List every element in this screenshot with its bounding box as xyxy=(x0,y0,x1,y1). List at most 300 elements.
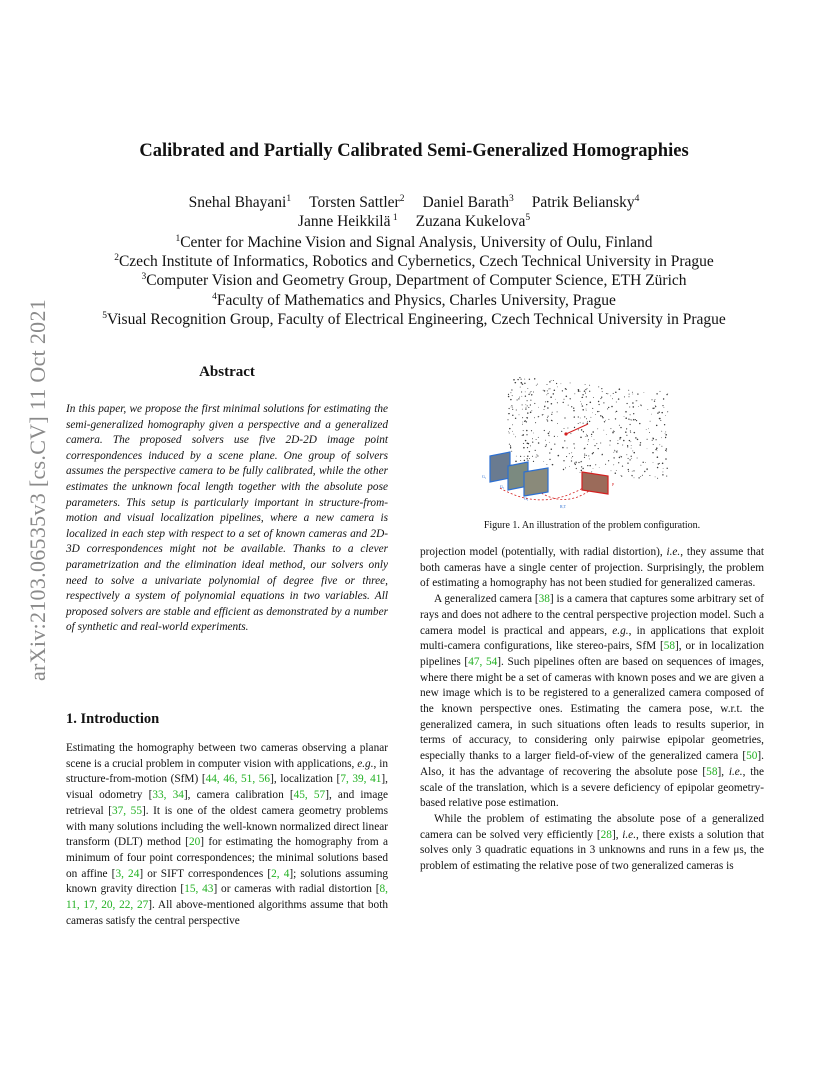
cloud-point xyxy=(667,411,668,412)
cloud-point xyxy=(526,430,528,432)
cloud-point xyxy=(639,423,640,424)
cloud-point xyxy=(532,438,533,439)
cloud-point xyxy=(621,476,622,477)
cloud-point xyxy=(641,404,642,405)
cloud-point xyxy=(630,424,631,425)
cloud-point xyxy=(535,450,536,451)
cloud-point xyxy=(649,475,650,476)
cloud-point xyxy=(546,419,547,420)
cloud-point xyxy=(568,405,569,406)
introduction-paragraph xyxy=(66,741,388,929)
label-g1: G₁ xyxy=(482,474,487,479)
cloud-point xyxy=(516,409,517,410)
cloud-point xyxy=(592,412,593,413)
cloud-point xyxy=(591,471,592,472)
cloud-point xyxy=(546,394,547,395)
cloud-point xyxy=(551,449,552,450)
cloud-point xyxy=(601,388,602,389)
cloud-point xyxy=(585,389,586,390)
cloud-point xyxy=(586,410,587,411)
cloud-point xyxy=(549,435,550,436)
cloud-point xyxy=(527,412,528,413)
text-run: ]. It is one of the oldest camera geometry problems with many solutions including the well-known normalized direct linear transform (DLT) method [ xyxy=(66,804,388,849)
cloud-point xyxy=(584,453,585,454)
cloud-point xyxy=(661,412,663,414)
cloud-point xyxy=(557,411,558,412)
cloud-point xyxy=(612,431,614,433)
cloud-point xyxy=(656,439,657,440)
cloud-point xyxy=(576,463,577,464)
cloud-point xyxy=(564,417,565,418)
cloud-point xyxy=(661,431,662,432)
cloud-point xyxy=(582,405,583,406)
paper-title: Calibrated and Partially Calibrated Semi-Generalized Homographies xyxy=(139,141,689,161)
cloud-point xyxy=(615,472,616,473)
citation-link[interactable]: 8, 11, 17, 20, 22, 27 xyxy=(66,883,389,912)
cloud-point xyxy=(658,463,659,464)
cloud-point xyxy=(602,416,603,417)
cloud-point xyxy=(603,402,604,403)
cloud-point xyxy=(521,396,522,397)
affiliation: $^2$Czech Institute of Informatics, Robotics and Cybernetics, Czech Technical University in Prague xyxy=(114,253,714,271)
cloud-point xyxy=(595,414,596,415)
cloud-point xyxy=(569,466,570,467)
cloud-point xyxy=(508,394,509,395)
cloud-point xyxy=(661,446,662,447)
cloud-point xyxy=(637,458,638,459)
cloud-point xyxy=(562,447,564,449)
cloud-point xyxy=(561,431,562,432)
cloud-point xyxy=(566,456,567,457)
text-run: ], xyxy=(717,765,729,778)
cloud-point xyxy=(523,430,524,431)
cloud-point xyxy=(660,391,661,392)
cloud-point xyxy=(538,442,540,444)
cloud-point xyxy=(615,418,616,419)
cloud-point xyxy=(607,393,608,394)
cloud-point xyxy=(526,417,527,418)
cloud-point xyxy=(616,451,618,453)
cloud-point xyxy=(534,378,535,379)
cloud-point xyxy=(585,436,586,437)
cloud-point xyxy=(616,402,617,403)
cloud-point xyxy=(628,471,629,472)
cloud-point xyxy=(582,468,583,469)
cloud-point xyxy=(587,444,588,445)
cloud-point xyxy=(610,428,611,429)
figure-caption: Figure 1. An illustration of the problem configuration. xyxy=(483,520,701,531)
cloud-point xyxy=(584,457,585,458)
cloud-point xyxy=(628,469,629,470)
cloud-point xyxy=(532,456,533,457)
affiliation: $^4$Faculty of Mathematics and Physics, Charles University, Prague xyxy=(212,291,616,309)
cloud-point xyxy=(619,457,620,458)
cloud-point xyxy=(565,467,566,468)
cloud-point xyxy=(629,406,630,407)
cloud-point xyxy=(510,399,511,400)
cloud-point xyxy=(594,439,595,440)
author-name: Patrik Beliansky$^4$ xyxy=(531,194,640,211)
cloud-point xyxy=(631,448,632,449)
text-run: While the problem of estimating the absolute pose of a generalized camera can be solved very efficiently [ xyxy=(420,812,764,841)
cloud-point xyxy=(589,465,591,467)
cloud-point xyxy=(633,470,634,471)
cloud-point xyxy=(612,398,613,399)
cloud-point xyxy=(602,417,603,418)
label-p: P xyxy=(612,482,615,487)
cloud-point xyxy=(508,413,509,414)
cloud-point xyxy=(515,461,517,463)
cloud-point xyxy=(537,455,538,456)
cloud-point xyxy=(585,384,586,385)
citation-link[interactable]: 3, 24 xyxy=(115,867,140,880)
author-name: Janne Heikkilä $^1$ xyxy=(297,213,398,230)
text-run: Estimating the homography between two cameras observing a planar scene is a crucial problem in computer vision with applications, xyxy=(66,742,388,770)
cloud-point xyxy=(609,445,610,446)
cloud-point xyxy=(659,418,660,419)
cloud-point xyxy=(580,418,581,419)
cloud-point xyxy=(606,393,607,394)
cloud-point xyxy=(524,421,526,423)
cloud-point xyxy=(527,447,528,448)
cloud-point xyxy=(590,402,592,404)
cloud-point xyxy=(613,393,614,394)
label-g3: G₃ xyxy=(524,496,529,501)
cloud-point xyxy=(570,398,571,399)
cloud-point xyxy=(590,417,591,418)
cloud-point xyxy=(651,414,652,415)
cloud-point xyxy=(587,421,588,422)
citation-link[interactable]: 50 xyxy=(746,750,758,763)
cloud-point xyxy=(589,391,590,392)
cloud-point xyxy=(646,469,647,470)
cloud-point xyxy=(663,407,664,408)
cloud-point xyxy=(655,477,656,478)
text-run: , in structure-from-motion (SfM) [ xyxy=(66,757,388,786)
cloud-point xyxy=(611,406,613,408)
cloud-point xyxy=(551,403,553,405)
affiliation-list xyxy=(40,233,788,329)
cloud-point xyxy=(615,412,616,413)
paragraph xyxy=(420,812,764,875)
author-affiliation-mark: 1 xyxy=(286,194,292,204)
cloud-point xyxy=(622,465,623,466)
cloud-point xyxy=(536,385,537,386)
cloud-point xyxy=(586,418,587,419)
cloud-point xyxy=(629,394,630,395)
cloud-point xyxy=(555,399,556,400)
cloud-point xyxy=(638,477,639,478)
cloud-point xyxy=(614,450,615,451)
cloud-point xyxy=(566,389,567,390)
cloud-point xyxy=(583,423,584,424)
cloud-point xyxy=(580,422,581,423)
cloud-point xyxy=(667,393,668,394)
text-run: ]; solutions assuming known gravity direction [ xyxy=(66,867,388,896)
cloud-point xyxy=(667,468,668,469)
text-run: , there exists a solution that solves only 3 quadratic equations in 3 unknowns and runs in a few μs, the problem of estimating the relative pose of two generalized cameras is xyxy=(420,828,764,873)
camera-p xyxy=(582,472,608,494)
cloud-point xyxy=(604,421,605,422)
author-affiliation-mark: 4 xyxy=(634,194,640,204)
cloud-point xyxy=(614,450,615,451)
cloud-point xyxy=(652,440,653,441)
citation-link[interactable]: 20 xyxy=(188,836,201,849)
cloud-point xyxy=(511,406,512,407)
cloud-point xyxy=(658,411,659,412)
cloud-point xyxy=(608,407,609,408)
citation-link[interactable]: 37, 55 xyxy=(111,804,142,817)
cloud-point xyxy=(521,382,523,384)
cloud-point xyxy=(627,446,628,447)
cloud-point xyxy=(633,413,634,414)
cloud-point xyxy=(574,416,575,417)
cloud-point xyxy=(584,455,585,456)
cloud-point xyxy=(536,439,537,440)
cloud-point xyxy=(531,391,532,392)
cloud-point xyxy=(645,462,646,463)
cloud-point xyxy=(517,379,518,380)
cloud-point xyxy=(526,407,527,408)
cloud-point xyxy=(529,451,530,452)
cloud-point xyxy=(513,379,515,381)
text-run: ], and image retrieval [ xyxy=(66,789,388,817)
cloud-point xyxy=(581,466,582,467)
cloud-point xyxy=(557,436,558,437)
cloud-point xyxy=(666,476,667,477)
cloud-point xyxy=(527,405,528,406)
cloud-point xyxy=(600,398,601,399)
cloud-point xyxy=(594,445,595,446)
cloud-point xyxy=(522,404,523,405)
cloud-point xyxy=(510,445,511,446)
cloud-point xyxy=(633,452,634,453)
cloud-point xyxy=(549,381,550,382)
cloud-point xyxy=(657,413,658,414)
cloud-point xyxy=(543,390,544,391)
cloud-point xyxy=(634,477,635,478)
citation-link[interactable]: 33, 34 xyxy=(152,789,184,802)
cloud-point xyxy=(617,443,618,444)
cloud-point xyxy=(583,431,584,432)
cloud-point xyxy=(636,401,637,402)
author-affiliation-mark: 2 xyxy=(399,194,405,204)
author-name: Snehal Bhayani$^1$ xyxy=(188,194,292,211)
cloud-point xyxy=(624,416,625,417)
cloud-point xyxy=(628,418,629,419)
cloud-point xyxy=(665,431,666,432)
cloud-point xyxy=(593,397,594,398)
cloud-point xyxy=(531,430,532,431)
italic-text: e.g. xyxy=(612,624,629,637)
cloud-point xyxy=(608,419,609,420)
cloud-point xyxy=(538,407,539,408)
cloud-point xyxy=(554,444,555,445)
citation-link[interactable]: 7, 39, 41 xyxy=(340,773,382,786)
cloud-point xyxy=(592,453,593,454)
citation-link[interactable]: 45, 57 xyxy=(293,789,326,802)
cloud-point xyxy=(549,442,550,443)
cloud-point xyxy=(569,453,570,454)
cloud-point xyxy=(527,443,529,445)
cloud-point xyxy=(653,444,654,445)
cloud-point xyxy=(573,408,574,409)
cloud-point xyxy=(529,379,530,380)
cloud-point xyxy=(662,463,664,465)
cloud-point xyxy=(631,456,632,457)
cloud-point xyxy=(534,417,535,418)
cloud-point xyxy=(657,478,658,479)
cloud-point xyxy=(562,390,563,391)
citation-link[interactable]: 44, 46, 51, 56 xyxy=(205,773,271,786)
cloud-point xyxy=(576,468,577,469)
cloud-point xyxy=(545,446,546,447)
cloud-point xyxy=(584,390,586,392)
citation-link[interactable]: 28 xyxy=(600,828,612,841)
cloud-point xyxy=(580,401,581,402)
cloud-point xyxy=(605,464,606,465)
text-run: ]. All above-mentioned algorithms assume that both cameras satisfy the central perspective xyxy=(66,899,388,927)
cloud-point xyxy=(581,429,583,431)
paragraph xyxy=(420,545,764,592)
cloud-point xyxy=(662,471,663,472)
cloud-point xyxy=(578,389,580,391)
label-g2: G₂ xyxy=(500,484,505,489)
cloud-point xyxy=(520,387,521,388)
cloud-point xyxy=(620,427,621,428)
cloud-point xyxy=(644,471,645,472)
cloud-point xyxy=(610,395,611,396)
cloud-point xyxy=(631,445,632,446)
cloud-point xyxy=(527,460,528,461)
section-heading: 1. Introduction xyxy=(66,711,160,727)
cloud-point xyxy=(638,406,639,407)
author-list xyxy=(60,193,768,231)
citation-link[interactable]: 2, 4 xyxy=(271,867,290,880)
cloud-point xyxy=(515,418,516,419)
cloud-point xyxy=(665,437,666,438)
cloud-point xyxy=(526,434,527,435)
cloud-point xyxy=(625,417,627,419)
cloud-point xyxy=(533,433,534,434)
citation-link[interactable]: 58 xyxy=(663,640,676,653)
cloud-point xyxy=(551,380,552,381)
cloud-point xyxy=(619,389,620,390)
cloud-point xyxy=(601,397,602,398)
cloud-point xyxy=(586,404,587,405)
author-affiliation-mark: 5 xyxy=(525,213,531,223)
cloud-point xyxy=(633,419,635,421)
cloud-point xyxy=(580,437,582,439)
cloud-point xyxy=(598,404,599,405)
cloud-point xyxy=(628,390,629,391)
cloud-point xyxy=(610,440,611,441)
cloud-point xyxy=(531,394,532,395)
text-run: A generalized camera [ xyxy=(434,593,539,606)
cloud-point xyxy=(665,434,667,436)
cloud-point xyxy=(563,469,564,470)
cloud-point xyxy=(664,424,665,425)
cloud-point xyxy=(641,405,642,406)
cloud-point xyxy=(520,456,521,457)
cloud-point xyxy=(597,428,598,429)
cloud-point xyxy=(591,434,592,435)
cloud-point xyxy=(528,407,529,408)
cloud-point xyxy=(637,439,639,441)
cloud-point xyxy=(654,401,655,402)
cloud-point xyxy=(653,462,654,463)
cloud-point xyxy=(534,403,535,404)
cloud-point xyxy=(566,396,568,398)
cloud-point xyxy=(635,437,637,439)
citation-link[interactable]: 38 xyxy=(538,593,550,606)
cloud-point xyxy=(524,379,525,380)
cloud-point xyxy=(575,461,576,462)
cloud-point xyxy=(622,445,623,446)
cloud-point xyxy=(626,435,627,436)
cloud-point xyxy=(624,396,625,397)
cloud-point xyxy=(517,399,518,400)
text-run: projection model (potentially, with radial distortion), xyxy=(420,546,667,558)
cloud-point xyxy=(535,422,536,423)
cloud-point xyxy=(657,450,658,451)
cloud-point xyxy=(543,461,544,462)
cloud-point xyxy=(659,463,660,464)
cloud-point xyxy=(564,440,565,441)
cloud-point xyxy=(586,455,587,456)
cloud-point xyxy=(631,458,632,459)
cloud-point xyxy=(656,425,658,427)
cloud-point xyxy=(598,448,599,449)
cloud-point xyxy=(587,465,588,466)
cloud-point xyxy=(620,456,621,457)
cloud-point xyxy=(619,425,620,426)
cloud-point xyxy=(581,470,583,472)
citation-link[interactable]: 58 xyxy=(706,765,718,778)
cloud-point xyxy=(527,388,528,389)
italic-text: e.g. xyxy=(357,757,374,770)
cloud-point xyxy=(593,452,594,453)
cloud-point xyxy=(573,410,574,411)
cloud-point xyxy=(623,440,625,442)
cloud-point xyxy=(581,404,582,405)
cloud-point xyxy=(552,412,553,413)
cloud-point xyxy=(522,435,523,436)
right-column-text xyxy=(420,545,764,875)
cloud-point xyxy=(545,401,546,402)
cloud-point xyxy=(512,409,513,410)
cloud-point xyxy=(510,392,511,393)
cloud-point xyxy=(630,441,631,442)
label-rt: R,T xyxy=(560,504,567,509)
cloud-point xyxy=(655,449,656,450)
cloud-point xyxy=(523,434,525,436)
cloud-point xyxy=(599,411,600,412)
cloud-point xyxy=(655,399,656,400)
cloud-point xyxy=(554,436,555,437)
cloud-point xyxy=(618,440,619,441)
cloud-point xyxy=(530,412,532,414)
cloud-point xyxy=(558,455,560,457)
citation-link[interactable]: 47, 54 xyxy=(468,655,498,668)
cloud-point xyxy=(508,408,509,409)
cloud-point xyxy=(512,407,513,408)
cloud-point xyxy=(530,400,531,401)
citation-link[interactable]: 15, 43 xyxy=(184,883,214,896)
cloud-point xyxy=(511,405,512,406)
cloud-point xyxy=(548,416,549,417)
cloud-point xyxy=(654,408,655,409)
